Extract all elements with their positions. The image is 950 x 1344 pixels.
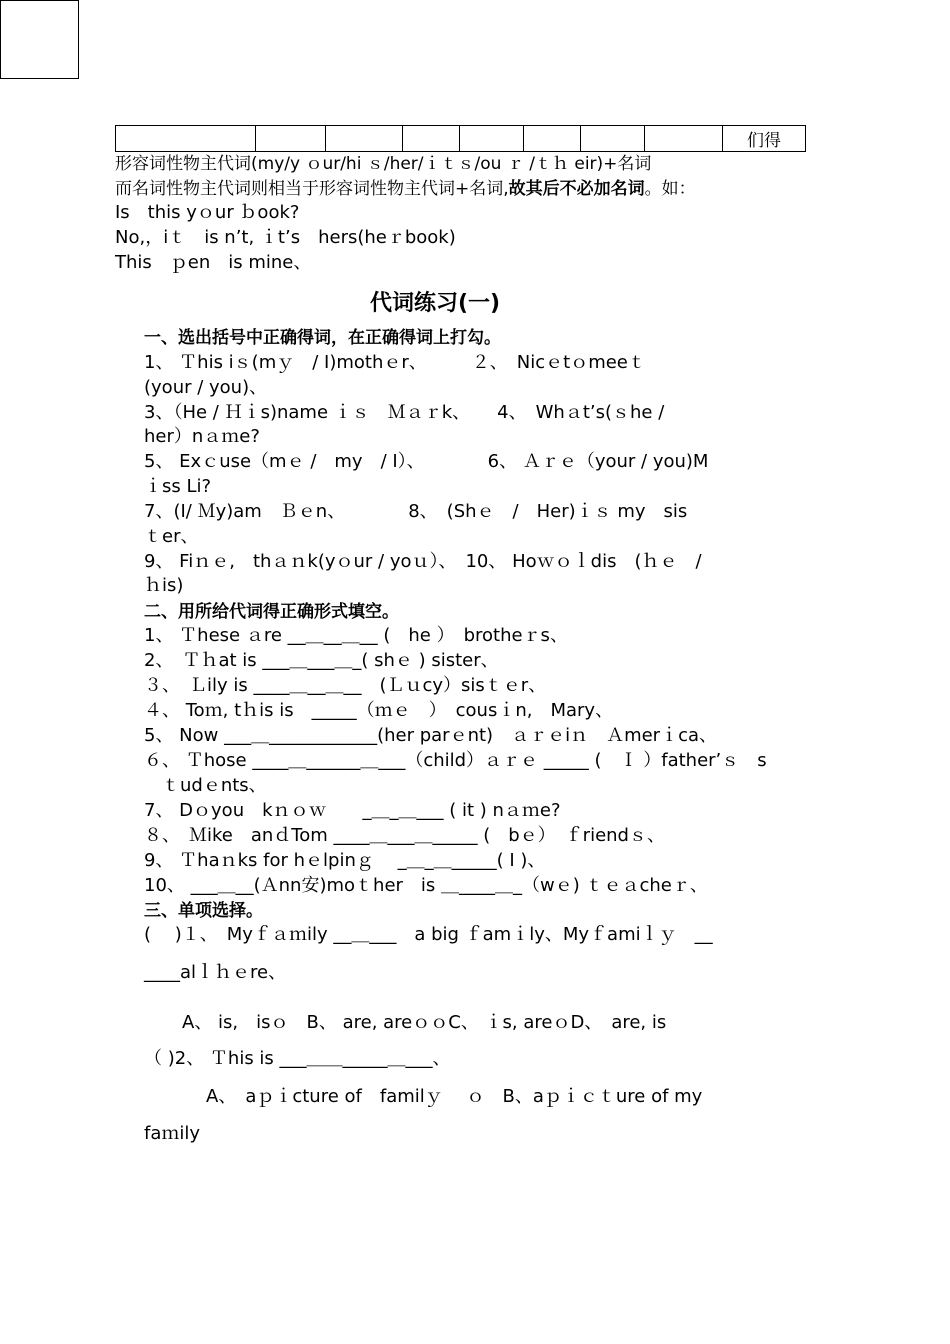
question-2-line-1: （ )2、 Ｔhis is ___＿＿_____＿___、: [144, 1048, 451, 1069]
section-2-line: 7、 Dｏyou kｎｏｗ _＿_＿___ ( it ) nａｍe?: [144, 800, 561, 821]
section-1-line: 1、 Ｔhis iｓ(mｙ / I)mothｅr、 ２、 Nicｅtｏmeeｔ: [144, 352, 646, 373]
page-title: 代词练习(一): [369, 291, 501, 316]
section-2-line: ６、 Ｔhose ____＿______＿___（child）ａｒｅ _____ ( Ｉ ）father’ｓ s: [144, 750, 767, 771]
section-1-line: ｈis): [144, 575, 184, 596]
intro-line-3: Is this yｏur ｂook?: [115, 202, 300, 223]
table-cell: [326, 126, 403, 152]
section-1-heading: 一、选出括号中正确得词，在正确得词上打勾。: [144, 328, 501, 348]
intro-line-5: This ｐen is mine、: [115, 252, 312, 273]
intro-line-2-end: 。如：: [644, 179, 696, 199]
table-cell: [645, 126, 723, 152]
intro-line-2-text: 而名词性物主代词则相当于形容词性物主代词+名词,: [115, 179, 509, 199]
section-1-line: her）nａｍe?: [144, 426, 260, 447]
section-2-line: 2、 Ｔｈat is ___＿___＿_( shｅ ) sister、: [144, 650, 499, 671]
table-cell: [403, 126, 460, 152]
section-2-line: ８、 Ｍike anｄTom ____＿___＿_____ ( bｅ） ｆriendｓ、: [144, 825, 665, 846]
section-2-line: 9、 Ｔhaｎks for hｅlpinｇ _＿_＿_____( I )、: [144, 850, 546, 871]
section-2-line: ３、 Ｌily is ____＿__＿__ (Ｌｕcy）sisｔｅr、: [144, 675, 547, 696]
question-2-options: A、 aｐｉcture of familｙ ｏ B、aｐｉｃｔure of my: [206, 1086, 703, 1107]
intro-line-2-bold: 故其后不必加名词: [508, 179, 645, 199]
table-cell-last: 们得: [723, 126, 806, 152]
intro-line-1: 形容词性物主代词(my/y ｏur/hi ｓ/her/ｉｔｓ/ou ｒ /ｔｈ eir)+名词: [115, 154, 652, 174]
section-2-line: 5、 Now ___＿____________(her parｅnt) ａｒｅiｎ Ａmerｉca、: [144, 725, 718, 746]
intro-line-4: No,，iｔ is nʼt, ｉt’s hers(heｒbook): [115, 227, 456, 248]
section-3-heading: 三、单项选择。: [144, 901, 263, 921]
question-1-line-2: ____alｌｈｅre、: [144, 962, 287, 983]
section-1-line: (your / you)、: [144, 377, 268, 398]
section-1-line: 9、 Fiｎｅ, thａｎk(yｏur / yoｕ）、 10、 Hoｗｏｌdis (ｈｅ /: [144, 551, 702, 572]
table-cell: [256, 126, 326, 152]
table-cell: [460, 126, 524, 152]
table-cell: [116, 126, 256, 152]
section-2-heading: 二、用所给代词得正确形式填空。: [144, 602, 399, 622]
intro-line-2: [115, 177, 696, 201]
section-1-line: 7、(I/ Ｍy)am Ｂｅn、 8、 (Shｅ / Her)ｉｓ my sis: [144, 501, 688, 522]
section-2-line: ｔudｅnts、: [144, 775, 267, 796]
top-table: [115, 125, 806, 152]
question-2-line-2: faｍily: [144, 1123, 201, 1144]
question-1-options: A、 is, isｏ B、 are, areｏｏC、 ｉs, areｏD、 are, is: [182, 1012, 667, 1033]
section-2-line: ４、 Toｍ, tｈis is _____（ｍｅ ） cousｉn, Mary、: [144, 700, 614, 721]
section-1-line: ｉss Li?: [144, 476, 212, 497]
corner-box: [0, 0, 79, 79]
table-cell: [524, 126, 581, 152]
section-2-line: 1、 Ｔhese ａre __＿__＿__ ( he ） brotheｒs、: [144, 625, 568, 646]
section-1-line: 5、 Exｃuse（mｅ / my / I）、 6、 Ａｒｅ（your / you)M: [144, 451, 709, 472]
table-cell: [581, 126, 645, 152]
question-1-line-1: ( )１、 Myｆａｍily __＿___ a big ｆamｉly、Myｆamiｌｙ __: [144, 924, 713, 945]
section-1-line: ｔer、: [144, 526, 199, 547]
section-2-line: 10、 ___＿__(Ａnn安)moｔher is ＿____＿_（wｅ) ｔｅａcheｒ、: [144, 875, 708, 896]
section-1-line: 3、（He / Ｈｉs)name ｉｓ Ｍａｒk、 4、 Whａt’s(ｓhe /: [144, 402, 665, 423]
